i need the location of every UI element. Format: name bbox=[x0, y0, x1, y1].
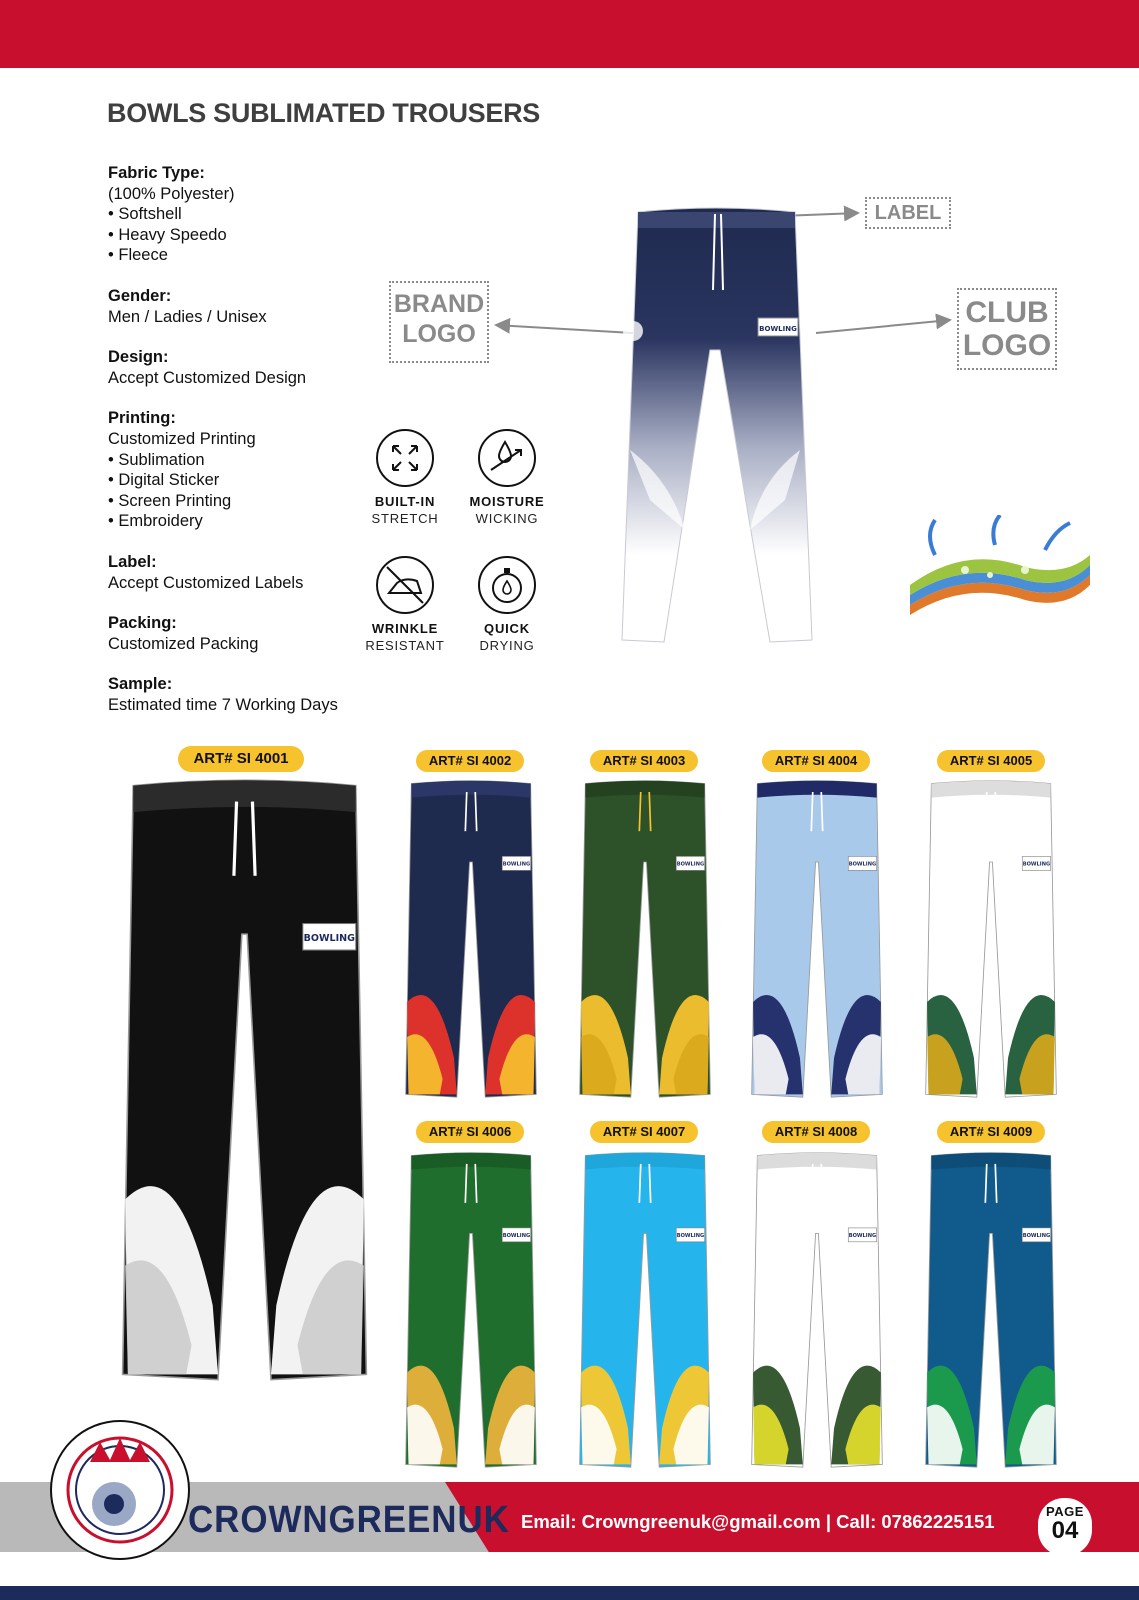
spec-value: Customized Packing bbox=[108, 634, 259, 653]
spec-block bbox=[108, 286, 408, 327]
spec-heading: Fabric Type: bbox=[108, 164, 205, 182]
trouser-image[interactable] bbox=[400, 778, 542, 1100]
spec-block bbox=[108, 347, 408, 388]
feature-wrinkle bbox=[350, 555, 460, 653]
patch-text: BOWLING bbox=[676, 861, 705, 868]
spec-bullet: • Softshell bbox=[108, 204, 408, 225]
page-number-badge: PAGE 04 bbox=[1038, 1498, 1092, 1556]
article-badge: ART# SI 4001 bbox=[178, 746, 304, 772]
spec-value: Accept Customized Design bbox=[108, 368, 307, 387]
spec-block bbox=[108, 163, 408, 266]
feature-title: WRINKLE bbox=[371, 621, 439, 636]
article-badge: ART# SI 4005 bbox=[937, 750, 1045, 772]
top-red-band bbox=[0, 0, 1139, 68]
spec-bullet: • Fleece bbox=[108, 245, 408, 266]
feature-title: QUICK bbox=[484, 621, 530, 636]
stopwatch-drop-icon bbox=[477, 555, 537, 615]
patch-text: BOWLING bbox=[1022, 1232, 1051, 1239]
trouser-image[interactable] bbox=[746, 778, 888, 1100]
patch-text: BOWLING bbox=[502, 861, 531, 868]
feature-subtitle: DRYING bbox=[479, 638, 535, 653]
trouser-image[interactable] bbox=[574, 1150, 716, 1470]
patch-text: BOWLING bbox=[848, 861, 877, 868]
feature-subtitle: WICKING bbox=[475, 511, 539, 526]
spec-bullet: • Embroidery bbox=[108, 511, 408, 532]
page-title: BOWLS SUBLIMATED TROUSERS bbox=[107, 98, 540, 128]
fabric-layers-illustration bbox=[905, 515, 1095, 625]
article-badge: ART# SI 4006 bbox=[416, 1121, 524, 1143]
svg-text:BOWLING: BOWLING bbox=[759, 325, 797, 333]
article-badge: ART# SI 4009 bbox=[937, 1121, 1045, 1143]
stretch-arrows-icon bbox=[375, 428, 435, 488]
feature-subtitle: STRETCH bbox=[371, 511, 439, 526]
footer-brand-name: CROWNGREENUK bbox=[188, 1499, 510, 1541]
spec-heading: Gender: bbox=[108, 286, 172, 305]
patch-text: BOWLING bbox=[848, 1232, 877, 1239]
label-callout: LABEL bbox=[865, 197, 951, 229]
feature-moisture bbox=[452, 428, 562, 526]
spec-bullet: • Heavy Speedo bbox=[108, 225, 408, 246]
article-badge: ART# SI 4003 bbox=[590, 750, 698, 772]
trouser-image[interactable] bbox=[400, 1150, 542, 1470]
feature-title: MOISTURE bbox=[469, 494, 545, 509]
feature-quick bbox=[452, 555, 562, 653]
crossed-iron-icon bbox=[375, 555, 435, 615]
spec-heading: Design: bbox=[108, 348, 169, 367]
spec-heading: Sample: bbox=[108, 675, 173, 694]
spec-bullet: • Digital Sticker bbox=[108, 470, 408, 491]
spec-bullet: • Sublimation bbox=[108, 450, 408, 471]
spec-block bbox=[108, 674, 408, 715]
footer-contact[interactable]: Email: Crowngreenuk@gmail.com | Call: 07862225151 bbox=[521, 1511, 995, 1532]
crowngreenuk-logo bbox=[50, 1420, 190, 1560]
spec-heading: Printing: bbox=[108, 409, 176, 428]
patch-text: BOWLING bbox=[1022, 861, 1051, 868]
article-badge: ART# SI 4007 bbox=[590, 1121, 698, 1143]
feature-subtitle: RESISTANT bbox=[365, 638, 445, 653]
feature-title: BUILT-IN bbox=[374, 494, 436, 509]
club-logo-callout: CLUB LOGO bbox=[957, 288, 1057, 370]
spec-value: Customized Printing bbox=[108, 429, 256, 448]
trouser-image[interactable] bbox=[574, 778, 716, 1100]
spec-value: Estimated time 7 Working Days bbox=[108, 695, 338, 714]
patch-text: BOWLING bbox=[676, 1232, 705, 1239]
bottom-navy-band bbox=[0, 1586, 1139, 1600]
trouser-image[interactable] bbox=[920, 778, 1062, 1100]
article-badge: ART# SI 4008 bbox=[762, 1121, 870, 1143]
moisture-drop-icon bbox=[477, 428, 537, 488]
spec-value: Accept Customized Labels bbox=[108, 573, 304, 592]
feature-built-in bbox=[350, 428, 460, 526]
spec-bullet: • Screen Printing bbox=[108, 491, 408, 512]
spec-heading: Packing: bbox=[108, 614, 177, 633]
spec-value: Men / Ladies / Unisex bbox=[108, 307, 267, 326]
article-badge: ART# SI 4002 bbox=[416, 750, 524, 772]
article-badge: ART# SI 4004 bbox=[762, 750, 870, 772]
hero-trouser-image bbox=[590, 200, 840, 660]
trouser-image[interactable] bbox=[920, 1150, 1062, 1470]
spec-heading: Label: bbox=[108, 552, 157, 571]
patch-text: BOWLING bbox=[303, 932, 355, 944]
trouser-image[interactable] bbox=[112, 775, 377, 1385]
patch-text: BOWLING bbox=[502, 1232, 531, 1239]
brand-logo-callout: BRAND LOGO bbox=[389, 281, 489, 363]
trouser-image[interactable] bbox=[746, 1150, 888, 1470]
spec-value: (100% Polyester) bbox=[108, 184, 235, 203]
